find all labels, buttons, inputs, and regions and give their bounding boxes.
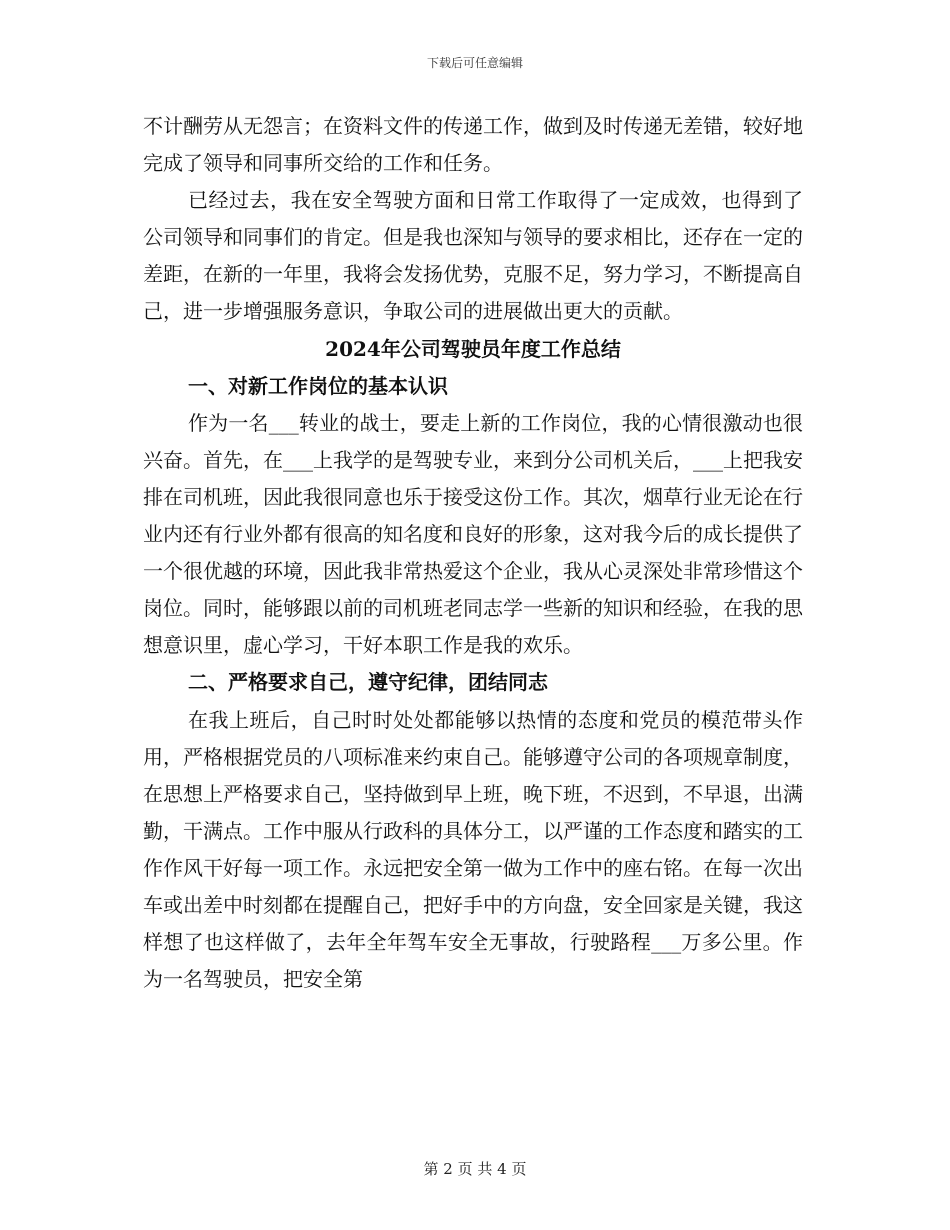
header-note: 下载后可任意编辑 [426, 56, 523, 70]
paragraph-continued: 不计酬劳从无怨言；在资料文件的传递工作，做到及时传递无差错，较好地完成了领导和同事所交给的工作和任务。 [143, 114, 803, 176]
paragraph-section-2: 在我上班后，自己时时处处都能够以热情的态度和党员的模范带头作用，严格根据党员的八项标准来约束自己。能够遵守公司的各项规章制度，在思想上严格要求自己，坚持做到早上班，晚下班，不迟到，不早退，出满勤，干满点。工作中服从行政科的具体分工，以严谨的工作态度和踏实的工作作风干好每一项工作。永远把安全第一做为工作中的座右铭。在每一次出车或出差中时刻都在提醒自己，把好手中的方向盘，安全回家是关键，我这样想了也这样做了，去年全年驾车安全无事故，行驶路程___万多公里。作为一名驾驶员，把安全第 [143, 707, 803, 992]
section-heading-2: 二、严格要求自己，遵守纪律，团结同志 [188, 670, 548, 695]
paragraph-closing: 已经过去，我在安全驾驶方面和日常工作取得了一定成效，也得到了公司领导和同事们的肯定。但是我也深知与领导的要求相比，还存在一定的差距，在新的一年里，我将会发扬优势，克服不足，努力学习，不断提高自己，进一步增强服务意识，争取公司的进展做出更大的贡献。 [143, 188, 803, 324]
document-title: 2024年公司驾驶员年度工作总结 [325, 336, 621, 361]
section-heading-1: 一、对新工作岗位的基本认识 [188, 373, 448, 398]
document-body [143, 108, 803, 998]
page-number: 第 2 页 共 4 页 [423, 1160, 527, 1178]
paragraph-section-1: 作为一名___转业的战士，要走上新的工作岗位，我的心情很激动也很兴奋。首先，在___上我学的是驾驶专业，来到分公司机关后，___上把我安排在司机班，因此我很同意也乐于接受这份工作。其次，烟草行业无论在行业内还有行业外都有很高的知名度和良好的形象，这对我今后的成长提供了一个很优越的环境，因此我非常热爱这个企业，我从心灵深处非常珍惜这个岗位。同时，能够跟以前的司机班老同志学一些新的知识和经验，在我的思想意识里，虚心学习，干好本职工作是我的欢乐。 [143, 410, 803, 658]
